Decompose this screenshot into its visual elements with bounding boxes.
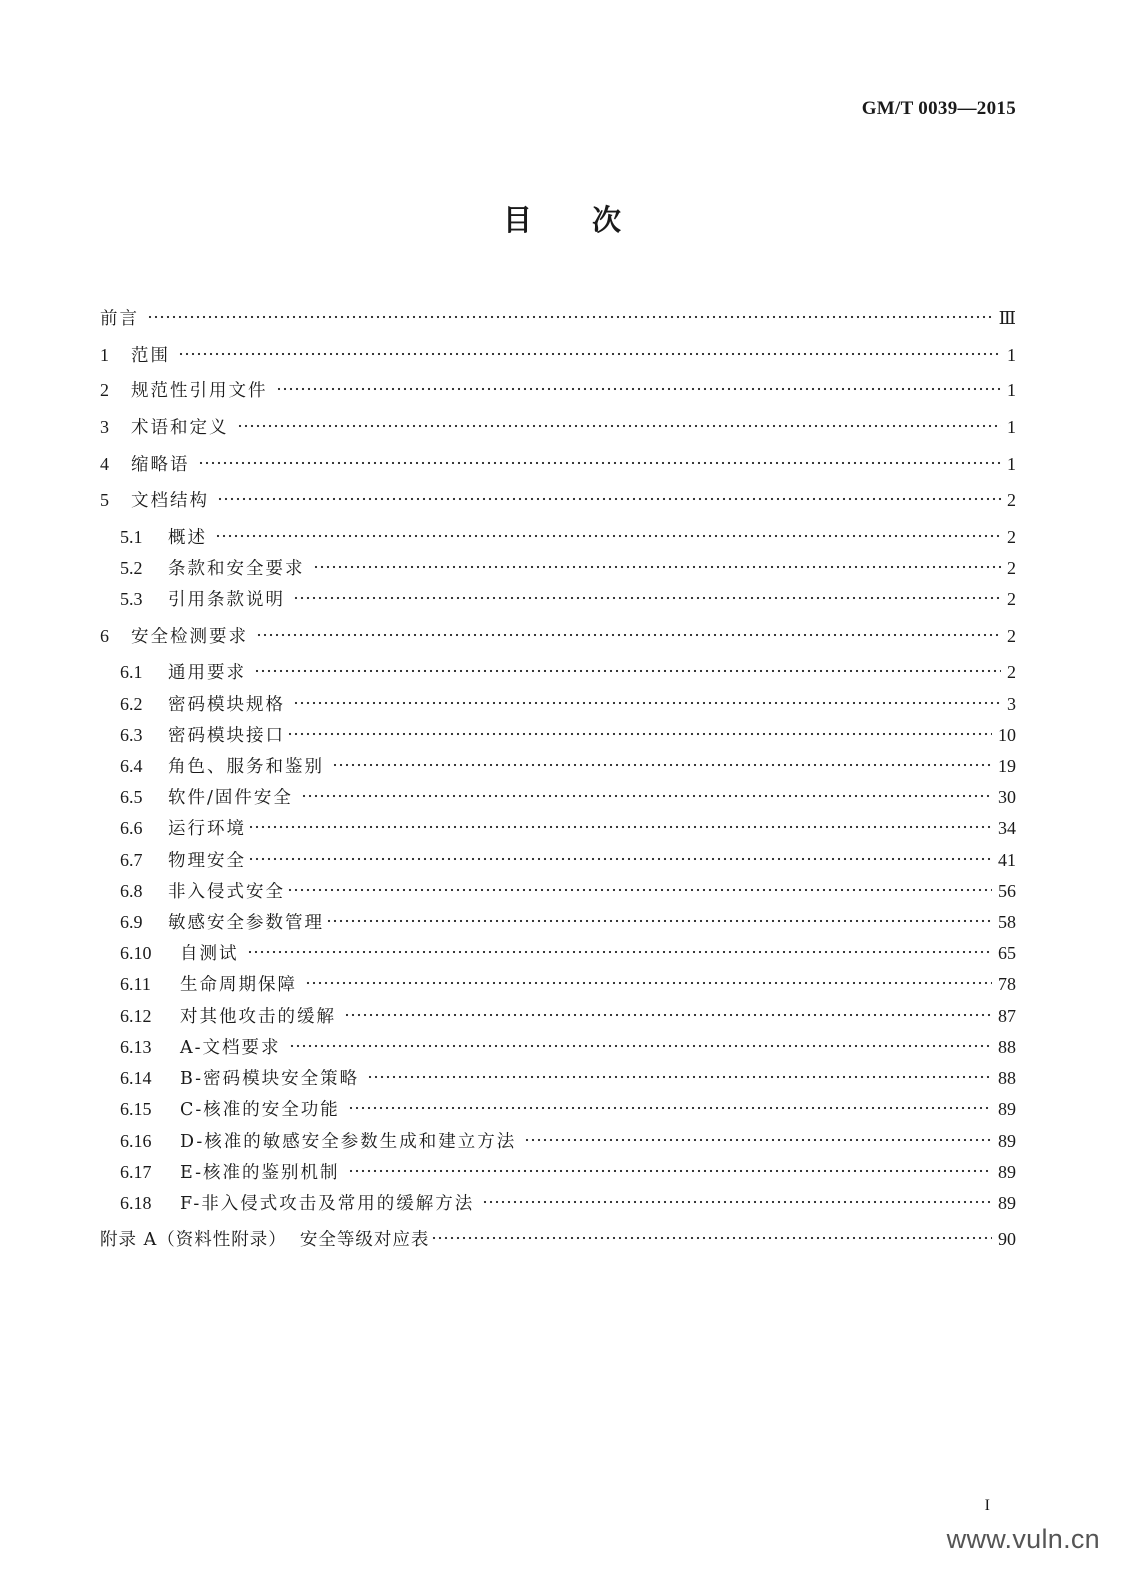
toc-entry-6-7[interactable] [120, 842, 1016, 871]
toc-entry-page: 2 [1007, 527, 1016, 547]
toc-entry-number: 6.3 [120, 725, 143, 745]
toc-entry-6[interactable] [100, 618, 1016, 647]
toc-entry-label: 概述 [168, 528, 207, 548]
toc-entry-6-10[interactable] [120, 935, 1016, 964]
toc-entry-6-4[interactable] [120, 748, 1016, 777]
dot-leader [178, 337, 1001, 361]
dot-leader [482, 1185, 992, 1209]
toc-entry-number: 6.18 [120, 1193, 152, 1213]
toc-entry-label: 引用条款说明 [168, 590, 285, 610]
dot-leader [215, 519, 1001, 543]
toc-entry-number: 6.7 [120, 850, 143, 870]
toc-entry-6-15[interactable] [120, 1091, 1016, 1120]
toc-entry-6-6[interactable] [120, 810, 1016, 839]
toc-entry-label: 密码模块规格 [168, 695, 285, 715]
dot-leader [332, 748, 992, 772]
toc-entry-page: 78 [998, 974, 1016, 994]
dot-leader [524, 1123, 992, 1147]
toc-entry-number: 6.12 [120, 1006, 152, 1026]
toc-entry-3[interactable] [100, 409, 1016, 438]
toc-entry-4[interactable] [100, 446, 1016, 475]
toc-entry-page: 2 [1007, 589, 1016, 609]
toc-entry-page: 19 [998, 756, 1016, 776]
toc-entry-number: 6.2 [120, 694, 143, 714]
toc-entry-label: 条款和安全要求 [168, 559, 305, 579]
toc-entry-number: 5.3 [120, 589, 143, 609]
toc-entry-number: 5.1 [120, 527, 143, 547]
toc-entry-page: 90 [998, 1229, 1016, 1249]
toc-entry-label: C-核准的安全功能 [180, 1100, 340, 1120]
toc-entry-label: 规范性引用文件 [131, 381, 268, 401]
toc-entry-page: 2 [1007, 626, 1016, 646]
dot-leader [287, 717, 992, 741]
dot-leader [289, 1029, 992, 1053]
toc-entry-label: 软件/固件安全 [168, 788, 293, 808]
toc-entry-page: 89 [998, 1131, 1016, 1151]
toc-entry-page: 89 [998, 1193, 1016, 1213]
toc-entry-label: 自测试 [180, 944, 239, 964]
toc-entry-label: 安全检测要求 [131, 627, 248, 647]
toc-entry-number: 2 [100, 380, 109, 400]
dot-leader [348, 1091, 992, 1115]
toc-entry-number: 6.6 [120, 818, 143, 838]
toc-entry-label: 角色、服务和鉴别 [168, 757, 324, 777]
toc-entry-number: 6.9 [120, 912, 143, 932]
toc-entry-label: 缩略语 [131, 455, 190, 475]
toc-entry-2[interactable] [100, 372, 1016, 401]
dot-leader [248, 810, 992, 834]
dot-leader [198, 446, 1002, 470]
page-number: I [984, 1497, 990, 1514]
toc-entry-number: 6.16 [120, 1131, 152, 1151]
dot-leader [248, 842, 992, 866]
toc-entry-page: 2 [1007, 662, 1016, 682]
toc-entry-preface[interactable] [100, 300, 1016, 329]
toc-entry-number: 6.13 [120, 1037, 152, 1057]
toc-entry-page: 1 [1007, 417, 1016, 437]
toc-entry-6-13[interactable] [120, 1029, 1016, 1058]
watermark: www.vuln.cn [946, 1524, 1100, 1554]
toc-entry-5-2[interactable] [120, 550, 1016, 579]
toc-entry-page: 1 [1007, 380, 1016, 400]
toc-entry-page: 87 [998, 1006, 1016, 1026]
dot-leader [247, 935, 993, 959]
toc-entry-page: 41 [998, 850, 1016, 870]
toc-entry-number: 6.15 [120, 1099, 152, 1119]
standard-code: GM/T 0039—2015 [861, 98, 1016, 119]
toc-entry-label: 前言 [100, 309, 139, 329]
toc-entry-appendix-a[interactable] [100, 1221, 1016, 1250]
toc-entry-5-3[interactable] [120, 581, 1016, 610]
toc-entry-number: 6.5 [120, 787, 143, 807]
dot-leader [217, 482, 1001, 506]
toc-entry-6-8[interactable] [120, 873, 1016, 902]
dot-leader [256, 618, 1001, 642]
dot-leader [305, 966, 992, 990]
toc-entry-label: D-核准的敏感安全参数生成和建立方法 [180, 1132, 517, 1152]
toc-entry-page: 2 [1007, 558, 1016, 578]
dot-leader [348, 1154, 992, 1178]
dot-leader [344, 998, 992, 1022]
toc-entry-number: 6.10 [120, 943, 152, 963]
dot-leader [293, 581, 1001, 605]
toc-entry-6-5[interactable] [120, 779, 1016, 808]
toc-entry-label: F-非入侵式攻击及常用的缓解方法 [180, 1194, 475, 1214]
toc-entry-number: 6.11 [120, 974, 151, 994]
toc-entry-label: 术语和定义 [131, 418, 229, 438]
toc-entry-page: 88 [998, 1068, 1016, 1088]
dot-leader [287, 873, 992, 897]
toc-entry-label: 对其他攻击的缓解 [180, 1007, 336, 1027]
dot-leader [276, 372, 1002, 396]
toc-entry-6-18[interactable] [120, 1185, 1016, 1214]
dot-leader [431, 1221, 992, 1245]
toc-entry-number: 6 [100, 626, 109, 646]
toc-entry-6-12[interactable] [120, 998, 1016, 1027]
toc-entry-number: 1 [100, 345, 109, 365]
toc-entry-label: 非入侵式安全 [168, 882, 285, 902]
toc-entry-page: 10 [998, 725, 1016, 745]
dot-leader [326, 904, 992, 928]
toc-entry-label: 附录 A（资料性附录） 安全等级对应表 [100, 1230, 430, 1250]
toc-entry-page: 1 [1007, 345, 1016, 365]
dot-leader [313, 550, 1002, 574]
toc-entry-number: 3 [100, 417, 109, 437]
toc-entry-label: 密码模块接口 [168, 726, 285, 746]
toc-entry-page: 65 [998, 943, 1016, 963]
toc-entry-5[interactable] [100, 482, 1016, 511]
toc-entry-number: 4 [100, 454, 109, 474]
toc-entry-page: 1 [1007, 454, 1016, 474]
toc-entry-page: 56 [998, 881, 1016, 901]
toc-entry-label: 物理安全 [168, 851, 246, 871]
toc-entry-number: 6.4 [120, 756, 143, 776]
toc-entry-number: 6.14 [120, 1068, 152, 1088]
toc-entry-number: 6.1 [120, 662, 143, 682]
toc-entry-6-17[interactable] [120, 1154, 1016, 1183]
toc-entry-page: 30 [998, 787, 1016, 807]
toc-entry-number: 6.8 [120, 881, 143, 901]
toc-entry-6-11[interactable] [120, 966, 1016, 995]
page-title: 目次 [502, 203, 681, 237]
dot-leader [301, 779, 992, 803]
dot-leader [254, 654, 1001, 678]
toc-entry-page: 58 [998, 912, 1016, 932]
toc-entry-label: 范围 [131, 346, 170, 366]
dot-leader [293, 686, 1001, 710]
toc-entry-page: 3 [1007, 694, 1016, 714]
toc-entry-5-1[interactable] [120, 519, 1016, 548]
toc-entry-label: 敏感安全参数管理 [168, 913, 324, 933]
toc-entry-label: 通用要求 [168, 663, 246, 683]
toc-entry-page: 2 [1007, 490, 1016, 510]
toc-entry-6-9[interactable] [120, 904, 1016, 933]
toc-entry-6-1[interactable] [120, 654, 1016, 683]
toc-entry-page: 89 [998, 1162, 1016, 1182]
toc-entry-page: Ⅲ [998, 308, 1016, 328]
toc-entry-page: 88 [998, 1037, 1016, 1057]
toc-entry-number: 5 [100, 490, 109, 510]
toc-entry-label: B-密码模块安全策略 [180, 1069, 360, 1089]
toc-entry-number: 5.2 [120, 558, 143, 578]
toc-entry-page: 89 [998, 1099, 1016, 1119]
toc-entry-6-16[interactable] [120, 1123, 1016, 1152]
dot-leader [237, 409, 1002, 433]
toc-entry-6-14[interactable] [120, 1060, 1016, 1089]
toc-entry-label: A-文档要求 [180, 1038, 281, 1058]
toc-entry-6-3[interactable] [120, 717, 1016, 746]
toc-entry-label: 文档结构 [131, 491, 209, 511]
toc-entry-page: 34 [998, 818, 1016, 838]
toc-entry-6-2[interactable] [120, 686, 1016, 715]
toc-entry-label: E-核准的鉴别机制 [180, 1163, 340, 1183]
toc-entry-label: 运行环境 [168, 819, 246, 839]
toc-entry-number: 6.17 [120, 1162, 152, 1182]
toc-entry-label: 生命周期保障 [180, 975, 297, 995]
dot-leader [367, 1060, 992, 1084]
toc-entry-1[interactable] [100, 337, 1016, 366]
dot-leader [147, 300, 993, 324]
